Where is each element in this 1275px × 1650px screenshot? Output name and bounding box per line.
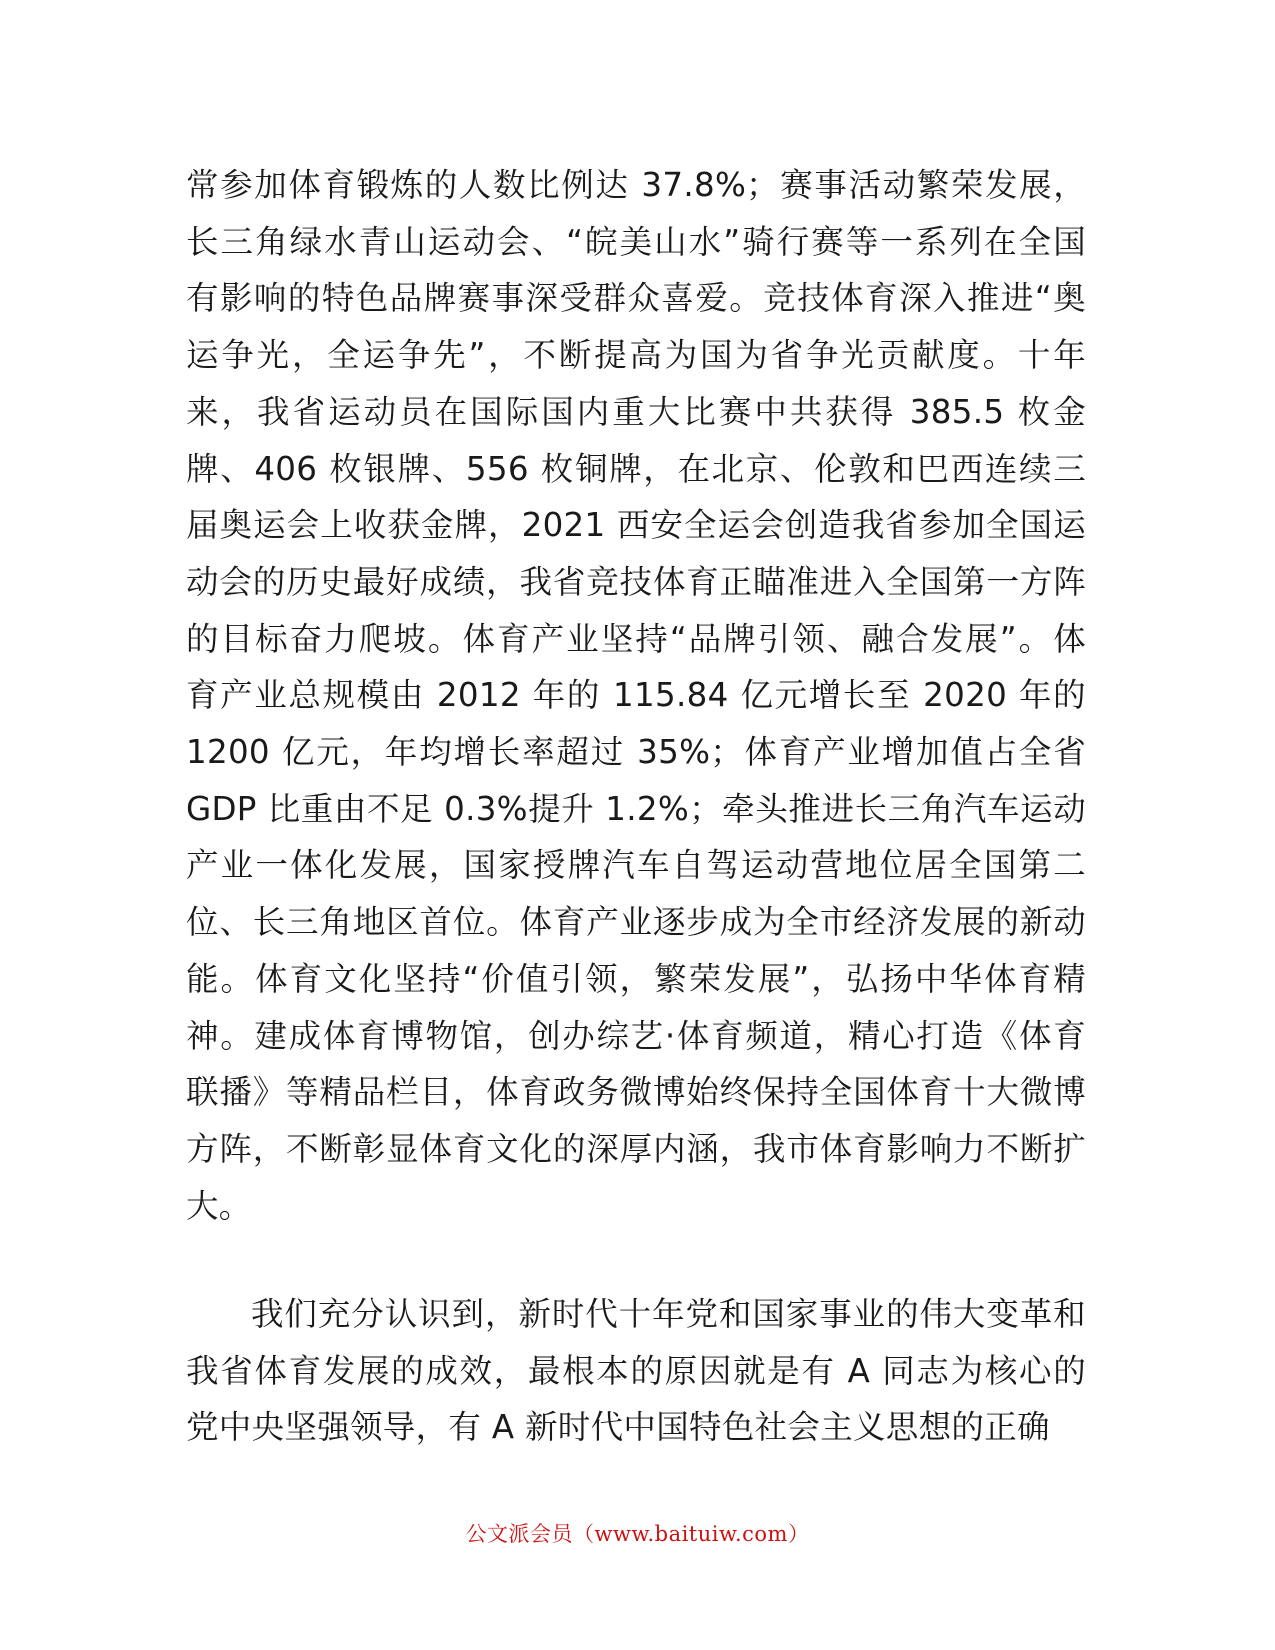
text-line: GDP 比重由不足 0.3%提升 1.2%；牵头推进长三角汽车运动 [186,789,1086,828]
text-line: 来，我省运动员在国际国内重大比赛中共获得 385.5 枚金 [186,392,1086,431]
text-line: 我们充分认识到，新时代十年党和国家事业的伟大变革和 [251,1295,1086,1333]
text-line: 育产业总规模由 2012 年的 115.84 亿元增长至 2020 年的 [186,676,1086,715]
body-paragraph-2 [186,1286,1086,1456]
text-line: 届奥运会上收获金牌，2021 西安全运会创造我省参加全国运 [186,506,1086,545]
text-line: 产业一体化发展，国家授牌汽车自驾运动营地位居全国第二 [186,846,1086,885]
text-line: 能。体育文化坚持“价值引领，繁荣发展”，弘扬中华体育精 [186,959,1086,998]
text-line: 有影响的特色品牌赛事深受群众喜爱。竞技体育深入推进“奥 [186,279,1086,318]
text-line: 我省体育发展的成效，最根本的原因就是有 A 同志为核心的 [186,1351,1086,1390]
text-line: 牌、406 枚银牌、556 枚铜牌，在北京、伦敦和巴西连续三 [186,449,1086,488]
text-line: 的目标奋力爬坡。体育产业坚持“品牌引领、融合发展”。体 [186,619,1086,658]
text-line: 联播》等精品栏目，体育政务微博始终保持全国体育十大微博 [186,1073,1086,1112]
text-line: 运争光，全运争先”，不断提高为国为省争光贡献度。十年 [186,336,1086,375]
text-line: 神。建成体育博物馆，创办综艺·体育频道，精心打造《体育 [186,1016,1086,1055]
text-line: 常参加体育锻炼的人数比例达 37.8%；赛事活动繁荣发展， [186,166,1086,204]
text-line: 位、长三角地区首位。体育产业逐步成为全市经济发展的新动 [186,903,1086,942]
body-paragraph-1 [186,157,1086,1234]
footer-watermark: 公文派会员（www.baituiw.com） [465,1522,810,1546]
text-line: 动会的历史最好成绩，我省竞技体育正瞄准进入全国第一方阵 [186,562,1086,601]
text-line: 1200 亿元，年均增长率超过 35%；体育产业增加值占全省 [186,733,1086,772]
text-line: 长三角绿水青山运动会、“皖美山水”骑行赛等一系列在全国 [186,222,1086,261]
text-line: 方阵，不断彰显体育文化的深厚内涵，我市体育影响力不断扩 [186,1129,1086,1168]
text-line: 大。 [186,1186,252,1225]
text-line: 党中央坚强领导，有 A 新时代中国特色社会主义思想的正确 [186,1408,1050,1447]
